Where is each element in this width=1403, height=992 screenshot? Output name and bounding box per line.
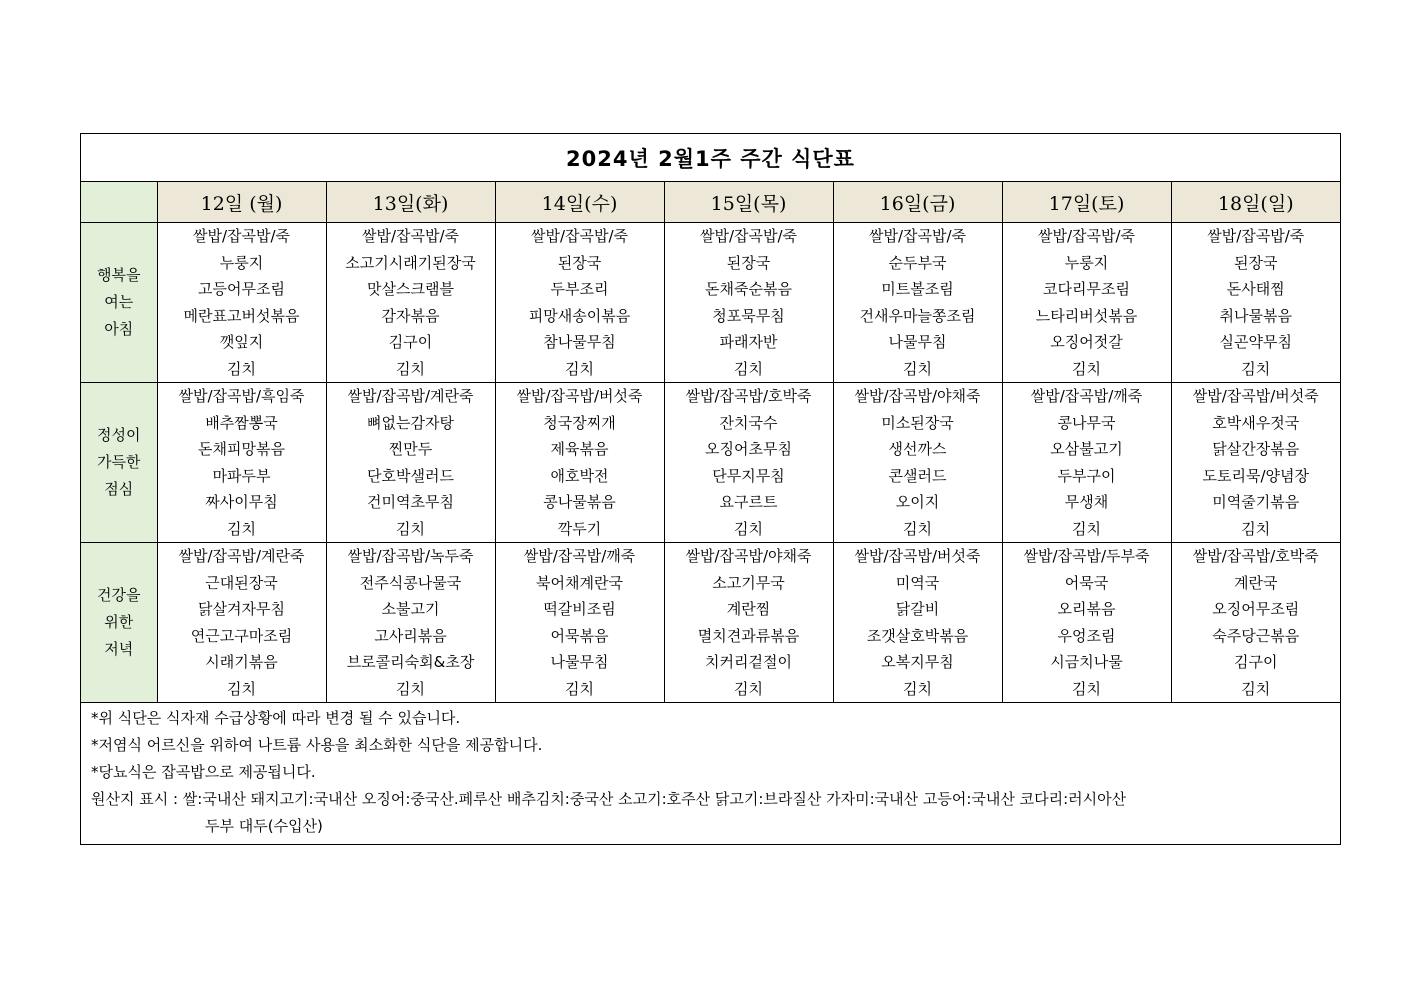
menu-cell bbox=[664, 383, 833, 543]
menu-item: 미소된장국 bbox=[881, 413, 954, 432]
menu-item: 쌀밥/잡곡밥/호박죽 bbox=[1192, 547, 1319, 565]
menu-item: 쌀밥/잡곡밥/죽 bbox=[530, 227, 629, 245]
menu-item: 쌀밥/잡곡밥/죽 bbox=[192, 227, 291, 245]
menu-item: 짜사이무침 bbox=[205, 493, 278, 511]
menu-item: 메란표고버섯볶음 bbox=[183, 306, 300, 325]
menu-item: 오복지무침 bbox=[881, 653, 954, 671]
menu-cell bbox=[664, 543, 833, 703]
menu-item: 쌀밥/잡곡밥/버섯죽 bbox=[854, 547, 981, 565]
menu-cell bbox=[495, 223, 664, 383]
meal-label bbox=[81, 543, 157, 703]
menu-item: 취나물볶음 bbox=[1219, 306, 1292, 325]
menu-item: 쌀밥/잡곡밥/계란죽 bbox=[178, 547, 305, 565]
menu-cell bbox=[833, 383, 1002, 543]
menu-item: 김치 bbox=[565, 359, 594, 378]
menu-item: 청포묵무침 bbox=[712, 306, 785, 325]
menu-item: 쌀밥/잡곡밥/버섯죽 bbox=[516, 387, 643, 405]
menu-item: 어묵볶음 bbox=[550, 626, 609, 645]
meal-label-line: 저녁 bbox=[104, 640, 134, 658]
menu-item: 김치 bbox=[1072, 519, 1101, 538]
header-corner bbox=[81, 182, 157, 223]
menu-item: 닭갈비 bbox=[895, 600, 940, 618]
menu-cell bbox=[833, 223, 1002, 383]
menu-cell bbox=[157, 383, 326, 543]
menu-item: 호박새우젓국 bbox=[1212, 413, 1300, 432]
menu-item: 오징어초무침 bbox=[705, 440, 792, 458]
menu-item: 쌀밥/잡곡밥/흑임죽 bbox=[178, 387, 305, 405]
meal-row bbox=[81, 383, 1340, 543]
menu-item: 잔치국수 bbox=[719, 413, 778, 432]
menu-cell bbox=[1171, 223, 1340, 383]
menu-item: 김치 bbox=[903, 519, 932, 538]
menu-item: 쌀밥/잡곡밥/죽 bbox=[1207, 227, 1305, 245]
menu-item: 느타리버섯볶음 bbox=[1035, 306, 1138, 325]
day-header: 18일(일) bbox=[1171, 182, 1340, 223]
meal-label-line: 정성이 bbox=[97, 426, 141, 444]
menu-item: 맛살스크램블 bbox=[367, 280, 454, 298]
menu-item: 김치 bbox=[1241, 519, 1271, 538]
menu-item: 순두부국 bbox=[888, 253, 947, 272]
menu-item: 쌀밥/잡곡밥/야채죽 bbox=[854, 387, 981, 405]
meal-label-line: 행복을 bbox=[97, 266, 141, 284]
menu-item: 애호박전 bbox=[550, 466, 609, 485]
title-row bbox=[81, 134, 1340, 182]
menu-item: 참나물무침 bbox=[543, 333, 616, 351]
menu-item: 된장국 bbox=[557, 253, 602, 272]
menu-item: 두부조리 bbox=[550, 280, 609, 298]
menu-table bbox=[81, 182, 1340, 703]
meal-label-line: 가득한 bbox=[97, 453, 141, 471]
menu-item: 건미역초무침 bbox=[367, 493, 454, 511]
menu-item: 쌀밥/잡곡밥/죽 bbox=[1037, 227, 1136, 245]
menu-item: 도토리묵/양념장 bbox=[1202, 466, 1309, 485]
menu-item: 돈채피망볶음 bbox=[198, 440, 285, 458]
menu-item: 감자볶음 bbox=[381, 306, 440, 325]
menu-item: 연근고구마조림 bbox=[190, 626, 293, 645]
menu-item: 돈채죽순볶음 bbox=[705, 280, 792, 298]
menu-item: 오이지 bbox=[895, 493, 940, 511]
day-header: 13일(화) bbox=[326, 182, 495, 223]
menu-cell bbox=[1002, 543, 1171, 703]
meal-label-line: 아침 bbox=[104, 320, 134, 338]
menu-item: 찐만두 bbox=[388, 440, 433, 458]
menu-item: 나물무침 bbox=[888, 333, 947, 351]
menu-item: 쌀밥/잡곡밥/죽 bbox=[361, 227, 460, 245]
menu-item: 김치 bbox=[396, 359, 425, 378]
day-header: 15일(목) bbox=[664, 182, 833, 223]
menu-cell bbox=[1002, 383, 1171, 543]
note-line: *위 식단은 식자재 수급상황에 따라 변경 될 수 있습니다. bbox=[91, 709, 461, 727]
menu-item: 조갯살호박볶음 bbox=[866, 626, 969, 645]
menu-item: 오삼불고기 bbox=[1050, 440, 1123, 458]
menu-item: 쌀밥/잡곡밥/야채죽 bbox=[685, 547, 812, 565]
menu-item: 돈사태찜 bbox=[1226, 280, 1285, 298]
menu-cell bbox=[495, 543, 664, 703]
menu-item: 우엉조림 bbox=[1057, 626, 1116, 645]
note-line: *저염식 어르신을 위하여 나트륨 사용을 최소화한 식단을 제공합니다. bbox=[91, 736, 543, 754]
menu-item: 김치 bbox=[565, 679, 594, 698]
menu-item: 닭살겨자무침 bbox=[198, 600, 285, 618]
meal-label-line: 위한 bbox=[104, 613, 134, 631]
menu-item: 쌀밥/잡곡밥/계란죽 bbox=[347, 387, 474, 405]
menu-item: 피망새송이볶음 bbox=[528, 306, 631, 325]
menu-item: 미역국 bbox=[895, 573, 940, 592]
menu-item: 브로콜리숙회&초장 bbox=[346, 653, 475, 671]
menu-item: 김치 bbox=[903, 359, 932, 378]
menu-item: 북어채계란국 bbox=[536, 573, 623, 592]
menu-item: 소불고기 bbox=[381, 600, 440, 618]
menu-item: 건새우마늘쫑조림 bbox=[859, 306, 976, 325]
menu-item: 소고기시래기된장국 bbox=[345, 253, 476, 272]
note-line: *당뇨식은 잡곡밥으로 제공됩니다. bbox=[91, 763, 316, 781]
meal-label-line: 여는 bbox=[104, 293, 134, 311]
menu-item: 쌀밥/잡곡밥/버섯죽 bbox=[1192, 387, 1319, 405]
menu-item: 쌀밥/잡곡밥/죽 bbox=[699, 227, 798, 245]
meal-label bbox=[81, 223, 157, 383]
menu-item: 무생채 bbox=[1064, 493, 1109, 511]
menu-item: 김치 bbox=[227, 359, 256, 378]
menu-item: 숙주당근볶음 bbox=[1212, 626, 1300, 645]
menu-item: 요구르트 bbox=[719, 493, 778, 511]
menu-cell bbox=[326, 543, 495, 703]
menu-item: 김치 bbox=[734, 679, 763, 698]
meal-label bbox=[81, 383, 157, 543]
meal-label-line: 점심 bbox=[104, 480, 134, 498]
menu-item: 오징어젓갈 bbox=[1050, 333, 1123, 351]
menu-item: 뼈없는감자탕 bbox=[367, 413, 454, 432]
menu-item: 김구이 bbox=[1234, 653, 1278, 671]
menu-item: 김치 bbox=[1072, 359, 1101, 378]
menu-item: 어묵국 bbox=[1064, 573, 1109, 592]
menu-cell bbox=[157, 543, 326, 703]
menu-item: 김구이 bbox=[388, 333, 433, 351]
menu-item: 콩나물볶음 bbox=[543, 493, 616, 511]
day-header-row bbox=[81, 182, 1340, 223]
menu-item: 김치 bbox=[1241, 359, 1271, 378]
menu-item: 김치 bbox=[1241, 679, 1271, 698]
meal-plan-sheet bbox=[80, 133, 1341, 845]
menu-cell bbox=[326, 223, 495, 383]
menu-item: 콘샐러드 bbox=[888, 466, 947, 485]
menu-item: 코다리무조림 bbox=[1043, 280, 1130, 298]
menu-item: 김치 bbox=[903, 679, 932, 698]
menu-item: 쌀밥/잡곡밥/깨죽 bbox=[1030, 387, 1143, 405]
menu-item: 누룽지 bbox=[219, 253, 264, 272]
menu-item: 미역줄기볶음 bbox=[1212, 493, 1300, 511]
menu-item: 고등어무조림 bbox=[198, 280, 285, 298]
menu-item: 쌀밥/잡곡밥/두부죽 bbox=[1023, 547, 1150, 565]
menu-item: 배추짬뽕국 bbox=[205, 413, 278, 432]
day-header: 16일(금) bbox=[833, 182, 1002, 223]
menu-item: 실곤약무침 bbox=[1219, 333, 1292, 351]
menu-item: 콩나무국 bbox=[1057, 413, 1116, 432]
menu-item: 김치 bbox=[396, 679, 425, 698]
menu-item: 쌀밥/잡곡밥/녹두죽 bbox=[347, 547, 474, 565]
menu-item: 근대된장국 bbox=[205, 573, 278, 592]
menu-item: 제육볶음 bbox=[550, 440, 609, 458]
menu-item: 떡갈비조림 bbox=[543, 600, 616, 618]
menu-cell bbox=[1171, 543, 1340, 703]
menu-item: 고사리볶음 bbox=[374, 626, 447, 645]
menu-item: 계란찜 bbox=[726, 600, 771, 618]
menu-item: 깍두기 bbox=[557, 519, 602, 538]
page-title: 2024년 2월1주 주간 식단표 bbox=[566, 146, 855, 171]
menu-item: 김치 bbox=[734, 359, 763, 378]
menu-item: 계란국 bbox=[1234, 573, 1278, 592]
meal-row bbox=[81, 543, 1340, 703]
menu-item: 김치 bbox=[1072, 679, 1101, 698]
menu-item: 두부구이 bbox=[1057, 466, 1116, 485]
menu-cell bbox=[1002, 223, 1171, 383]
menu-item: 오징어무조림 bbox=[1212, 600, 1300, 618]
menu-item: 김치 bbox=[396, 519, 425, 538]
menu-item: 깻잎지 bbox=[219, 333, 264, 351]
menu-item: 시래기볶음 bbox=[205, 653, 278, 671]
menu-item: 파래자반 bbox=[719, 333, 778, 351]
notes-section bbox=[81, 703, 1340, 844]
origin-line-continued: 두부 대두(수입산) bbox=[205, 817, 323, 835]
menu-item: 청국장찌개 bbox=[543, 413, 616, 432]
menu-cell bbox=[326, 383, 495, 543]
menu-item: 김치 bbox=[734, 519, 763, 538]
menu-item: 닭살간장볶음 bbox=[1212, 440, 1300, 458]
meal-label-line: 건강을 bbox=[97, 586, 141, 604]
menu-item: 미트볼조림 bbox=[881, 280, 954, 298]
menu-item: 마파두부 bbox=[212, 466, 271, 485]
day-header: 17일(토) bbox=[1002, 182, 1171, 223]
menu-item: 쌀밥/잡곡밥/깨죽 bbox=[523, 547, 636, 565]
menu-item: 된장국 bbox=[726, 253, 771, 272]
menu-item: 단호박샐러드 bbox=[367, 466, 454, 485]
menu-item: 김치 bbox=[227, 679, 256, 698]
menu-item: 생선까스 bbox=[888, 440, 947, 458]
menu-cell bbox=[495, 383, 664, 543]
day-header: 12일 (월) bbox=[157, 182, 326, 223]
menu-item: 소고기무국 bbox=[712, 573, 785, 592]
menu-item: 된장국 bbox=[1234, 253, 1278, 272]
origin-line: 원산지 표시 : 쌀:국내산 돼지고기:국내산 오징어:중국산.페루산 배추김치:중국산 소고기:호주산 닭고기:브라질산 가자미:국내산 고등어:국내산 코다리:러시아산 bbox=[91, 790, 1127, 808]
menu-cell bbox=[833, 543, 1002, 703]
menu-cell bbox=[1171, 383, 1340, 543]
day-header: 14일(수) bbox=[495, 182, 664, 223]
menu-item: 누룽지 bbox=[1064, 253, 1109, 272]
menu-item: 오리볶음 bbox=[1057, 600, 1116, 618]
menu-item: 치커리겉절이 bbox=[705, 653, 792, 671]
menu-item: 쌀밥/잡곡밥/호박죽 bbox=[685, 387, 812, 405]
menu-item: 쌀밥/잡곡밥/죽 bbox=[868, 227, 967, 245]
menu-item: 나물무침 bbox=[550, 653, 609, 671]
menu-cell bbox=[157, 223, 326, 383]
menu-item: 단무지무침 bbox=[712, 466, 785, 485]
menu-item: 전주식콩나물국 bbox=[359, 573, 462, 592]
menu-cell bbox=[664, 223, 833, 383]
menu-item: 김치 bbox=[227, 519, 256, 538]
menu-item: 멸치견과류볶음 bbox=[697, 626, 800, 645]
menu-item: 시금치나물 bbox=[1050, 653, 1123, 671]
meal-row bbox=[81, 223, 1340, 383]
